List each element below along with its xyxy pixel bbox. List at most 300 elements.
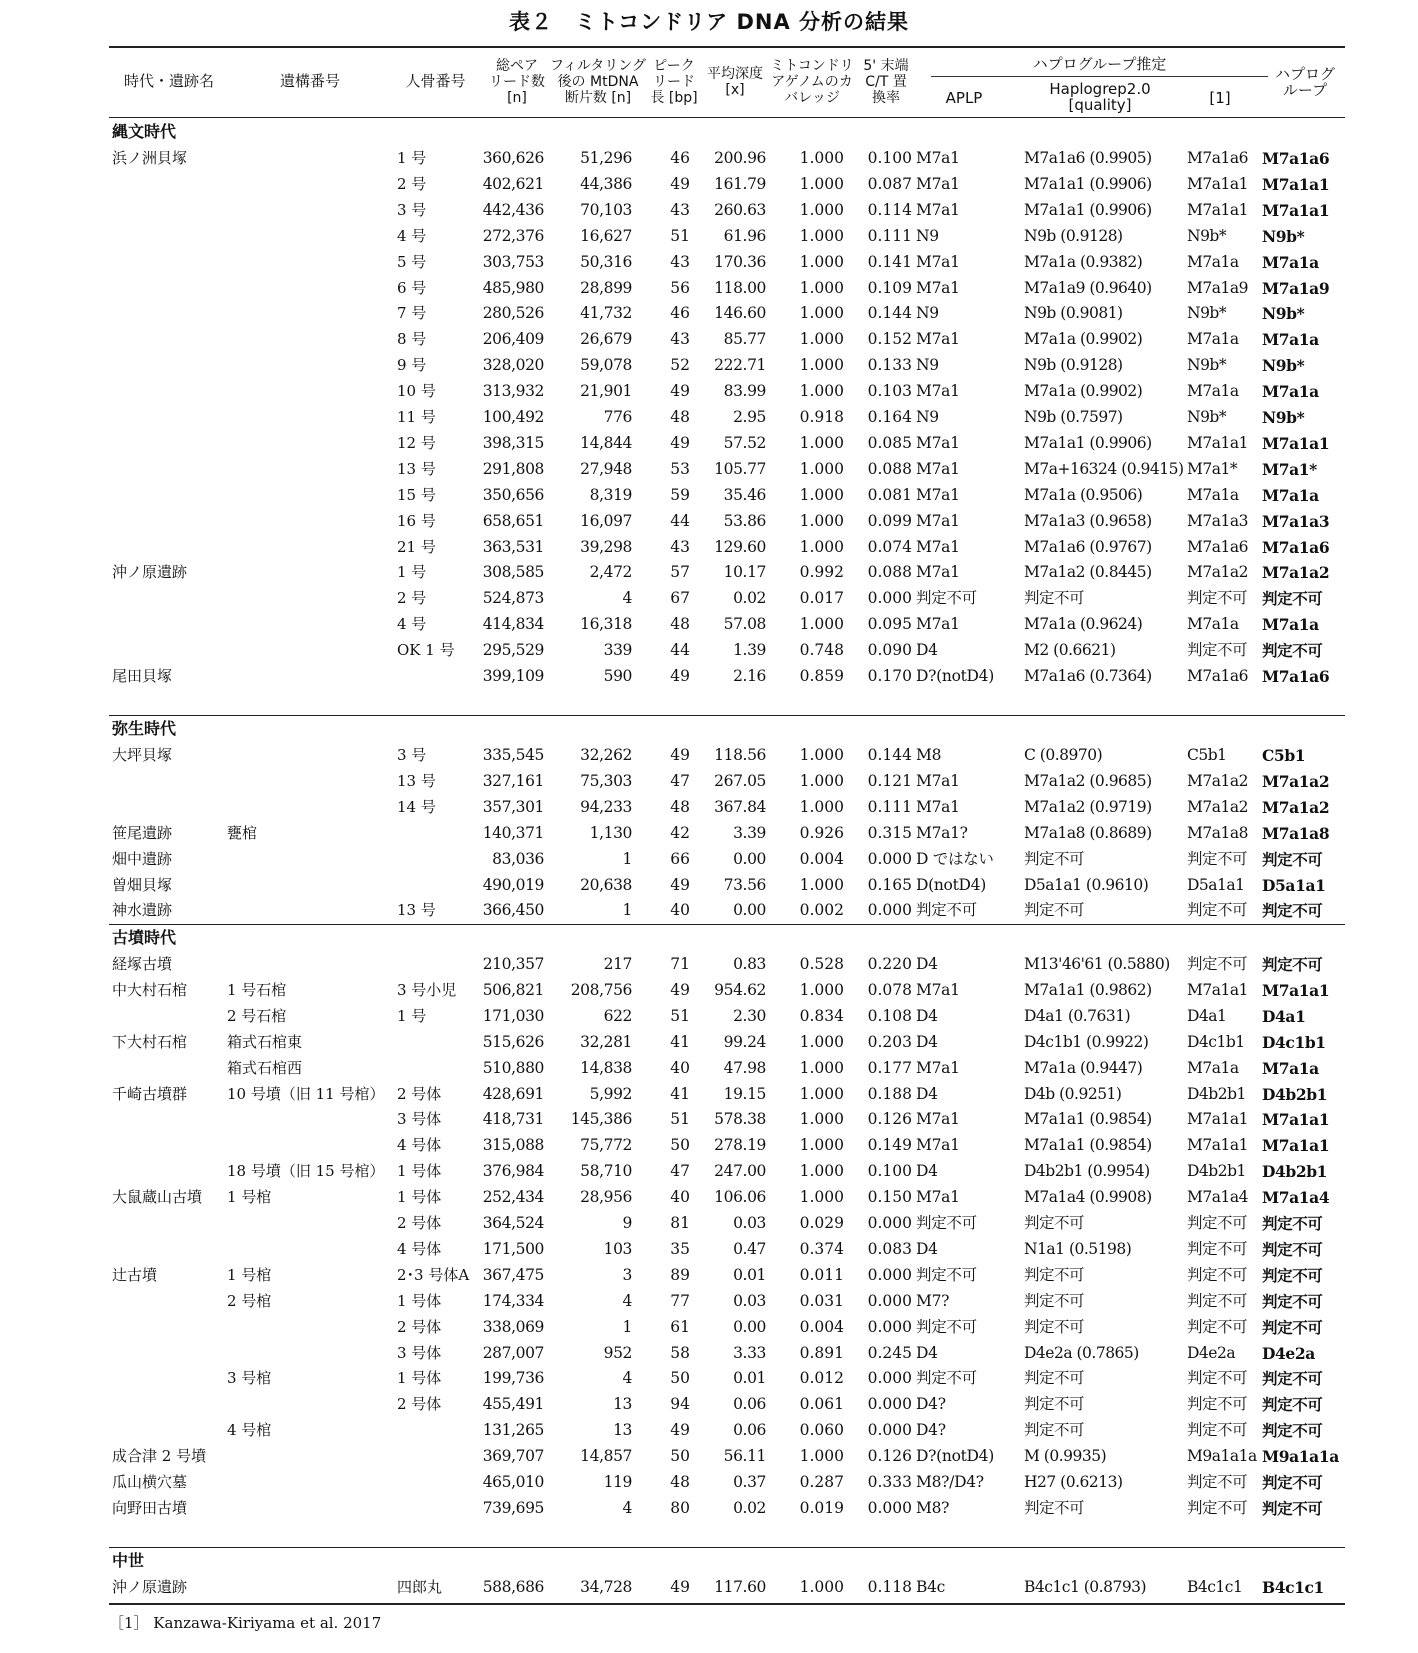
- cell-ref1-result: D4b2b1: [1187, 1085, 1246, 1103]
- cell-aplp: M7a1: [916, 201, 960, 219]
- cell-haplogrep: M7a1a (0.9506): [1024, 486, 1143, 504]
- cell-peak-length: 47: [670, 772, 690, 790]
- cell-ref1-result: M7a1a: [1187, 382, 1239, 400]
- cell-mean-depth: 56.11: [723, 1447, 766, 1465]
- cell-ref1-result: 判定不可: [1187, 1266, 1248, 1284]
- cell-mean-depth: 200.96: [714, 149, 766, 167]
- cell-haplogroup: M7a1a3: [1262, 512, 1330, 531]
- cell-bone-no: 21 号: [397, 538, 436, 556]
- cell-haplogroup: 判定不可: [1262, 1292, 1323, 1311]
- cell-haplogroup: D4b2b1: [1262, 1162, 1328, 1181]
- cell-filtered-fragments: 59,078: [580, 356, 632, 374]
- cell-aplp: M7a1: [916, 330, 960, 348]
- cell-filtered-fragments: 70,103: [580, 201, 632, 219]
- cell-ref1-result: D4c1b1: [1187, 1033, 1245, 1051]
- table-row: [0, 249, 1418, 276]
- cell-bone-no: 4 号体: [397, 1240, 442, 1258]
- cell-aplp: D?(notD4): [916, 1447, 994, 1465]
- cell-filtered-fragments: 75,303: [580, 772, 632, 790]
- cell-mean-depth: 83.99: [723, 382, 766, 400]
- footnote: ［1］ Kanzawa-Kiriyama et al. 2017: [109, 1614, 382, 1632]
- cell-peak-length: 51: [670, 1110, 690, 1128]
- cell-peak-length: 40: [670, 1188, 690, 1206]
- cell-total-reads: 515,626: [482, 1033, 544, 1051]
- cell-peak-length: 43: [670, 330, 690, 348]
- cell-filtered-fragments: 4: [622, 1292, 632, 1310]
- cell-bone-no: OK 1 号: [397, 641, 455, 659]
- cell-mean-depth: 85.77: [723, 330, 766, 348]
- cell-bone-no: 1 号体: [397, 1292, 442, 1310]
- cell-peak-length: 44: [670, 641, 690, 659]
- cell-haplogroup: M7a1a: [1262, 486, 1319, 505]
- cell-haplogrep: N1a1 (0.5198): [1024, 1240, 1132, 1258]
- cell-peak-length: 67: [670, 589, 690, 607]
- table-row: [0, 1184, 1418, 1211]
- cell-mean-depth: 247.00: [714, 1162, 766, 1180]
- cell-filtered-fragments: 2,472: [589, 563, 632, 581]
- header-era-site: 時代・遺跡名: [123, 72, 214, 90]
- cell-coverage: 0.834: [799, 1007, 844, 1025]
- cell-coverage: 1.000: [799, 538, 844, 556]
- cell-mean-depth: 0.37: [733, 1473, 766, 1491]
- cell-ct-rate: 0.220: [867, 955, 912, 973]
- cell-aplp: M7a1: [916, 460, 960, 478]
- cell-aplp: N9: [916, 227, 939, 245]
- cell-filtered-fragments: 5,992: [589, 1085, 632, 1103]
- header-depth: 平均深度 [x]: [707, 66, 763, 98]
- cell-ct-rate: 0.177: [867, 1059, 912, 1077]
- cell-haplogroup: M7a1a2: [1262, 772, 1330, 791]
- cell-coverage: 1.000: [799, 279, 844, 297]
- cell-total-reads: 364,524: [482, 1214, 544, 1232]
- cell-mean-depth: 0.01: [733, 1369, 766, 1387]
- cell-haplogrep: 判定不可: [1024, 850, 1085, 868]
- header-haplogrep: Haplogrep2.0 [quality]: [1049, 80, 1151, 114]
- cell-aplp: M7a1: [916, 1110, 960, 1128]
- cell-ref1-result: M7a1a: [1187, 253, 1239, 271]
- header-coverage: ミトコンドリ アゲノムのカ バレッジ: [770, 58, 854, 106]
- table-row: [0, 508, 1418, 535]
- cell-site-name: 神水遺跡: [112, 901, 173, 919]
- cell-feature-no: 1 号石棺: [227, 981, 287, 999]
- cell-haplogroup: M7a1a1: [1262, 1110, 1330, 1129]
- cell-ref1-result: M7a1*: [1187, 460, 1238, 478]
- cell-ct-rate: 0.245: [867, 1344, 912, 1362]
- cell-filtered-fragments: 20,638: [580, 876, 632, 894]
- cell-bone-no: 2 号体: [397, 1085, 442, 1103]
- cell-haplogrep: 判定不可: [1024, 1292, 1085, 1310]
- cell-filtered-fragments: 1: [622, 1318, 632, 1336]
- cell-aplp: N9: [916, 356, 939, 374]
- table-row: [0, 1417, 1418, 1444]
- cell-filtered-fragments: 16,097: [580, 512, 632, 530]
- table-row: [0, 352, 1418, 379]
- table-row: [0, 326, 1418, 353]
- top-rule: [109, 46, 1345, 48]
- table-row: [0, 534, 1418, 561]
- cell-filtered-fragments: 14,838: [580, 1059, 632, 1077]
- cell-mean-depth: 99.24: [723, 1033, 766, 1051]
- cell-aplp: D?(notD4): [916, 667, 994, 685]
- cell-site-name: 大鼠蔵山古墳: [112, 1188, 203, 1206]
- cell-aplp: M7a1?: [916, 824, 968, 842]
- cell-mean-depth: 3.39: [733, 824, 766, 842]
- header-feature: 遺構番号: [279, 72, 340, 90]
- cell-coverage: 0.004: [799, 1318, 844, 1336]
- cell-ref1-result: M7a1a: [1187, 615, 1239, 633]
- cell-total-reads: 360,626: [482, 149, 544, 167]
- cell-coverage: 0.528: [799, 955, 844, 973]
- cell-haplogroup: 判定不可: [1262, 1473, 1323, 1492]
- cell-filtered-fragments: 14,857: [580, 1447, 632, 1465]
- section-heading: 中世: [112, 1551, 145, 1570]
- cell-site-name: 下大村石棺: [112, 1033, 188, 1051]
- cell-coverage: 1.000: [799, 227, 844, 245]
- cell-ref1-result: 判定不可: [1187, 1292, 1248, 1310]
- table-row: [0, 430, 1418, 457]
- cell-ct-rate: 0.000: [867, 1214, 912, 1232]
- section-heading: 縄文時代: [112, 122, 177, 141]
- cell-haplogroup: M7a1a4: [1262, 1188, 1330, 1207]
- cell-mean-depth: 170.36: [714, 253, 766, 271]
- cell-ct-rate: 0.126: [867, 1110, 912, 1128]
- cell-peak-length: 49: [670, 981, 690, 999]
- table-row: [0, 768, 1418, 795]
- cell-aplp: M7a1: [916, 563, 960, 581]
- cell-haplogroup: M7a1a: [1262, 253, 1319, 272]
- cell-ref1-result: M7a1a: [1187, 330, 1239, 348]
- table-row: [0, 300, 1418, 327]
- cell-bone-no: 12 号: [397, 434, 436, 452]
- cell-coverage: 1.000: [799, 1110, 844, 1128]
- cell-coverage: 0.011: [799, 1266, 844, 1284]
- cell-bone-no: 11 号: [397, 408, 436, 426]
- table-row: [0, 1132, 1418, 1159]
- cell-bone-no: 1 号体: [397, 1188, 442, 1206]
- cell-coverage: 1.000: [799, 981, 844, 999]
- cell-coverage: 0.992: [799, 563, 844, 581]
- cell-peak-length: 52: [670, 356, 690, 374]
- cell-total-reads: 369,707: [482, 1447, 544, 1465]
- table-row: [0, 872, 1418, 899]
- cell-bone-no: 3 号体: [397, 1344, 442, 1362]
- cell-ref1-result: D4a1: [1187, 1007, 1227, 1025]
- section-heading: 古墳時代: [112, 928, 177, 947]
- cell-coverage: 0.748: [799, 641, 844, 659]
- table-title: 表２ ミトコンドリア DNA 分析の結果: [508, 10, 910, 34]
- cell-bone-no: 5 号: [397, 253, 427, 271]
- cell-mean-depth: 161.79: [714, 175, 766, 193]
- cell-site-name: 尾田貝塚: [112, 667, 173, 685]
- cell-haplogrep: D4b2b1 (0.9954): [1024, 1162, 1150, 1180]
- cell-haplogrep: 判定不可: [1024, 1318, 1085, 1336]
- cell-filtered-fragments: 14,844: [580, 434, 632, 452]
- cell-haplogrep: 判定不可: [1024, 589, 1085, 607]
- cell-total-reads: 455,491: [482, 1395, 544, 1413]
- cell-site-name: 成合津 2 号墳: [112, 1447, 207, 1465]
- cell-feature-no: 2 号棺: [227, 1292, 272, 1310]
- cell-total-reads: 418,731: [482, 1110, 544, 1128]
- cell-mean-depth: 47.98: [723, 1059, 766, 1077]
- cell-haplogrep: D4c1b1 (0.9922): [1024, 1033, 1149, 1051]
- cell-mean-depth: 106.06: [714, 1188, 766, 1206]
- cell-filtered-fragments: 1,130: [589, 824, 632, 842]
- cell-filtered-fragments: 58,710: [580, 1162, 632, 1180]
- cell-ct-rate: 0.081: [867, 486, 912, 504]
- cell-ref1-result: M7a1a1: [1187, 434, 1248, 452]
- cell-ref1-result: M7a1a1: [1187, 1136, 1248, 1154]
- table-row: [0, 1469, 1418, 1496]
- cell-filtered-fragments: 28,899: [580, 279, 632, 297]
- cell-haplogroup: 判定不可: [1262, 641, 1323, 660]
- cell-peak-length: 77: [670, 1292, 690, 1310]
- cell-aplp: M7a1: [916, 615, 960, 633]
- cell-haplogrep: N9b (0.9128): [1024, 356, 1123, 374]
- cell-aplp: D4?: [916, 1421, 946, 1439]
- cell-haplogroup: M7a1a2: [1262, 798, 1330, 817]
- cell-haplogroup: M7a1a9: [1262, 279, 1330, 298]
- cell-total-reads: 658,651: [482, 512, 544, 530]
- cell-haplogroup: 判定不可: [1262, 1499, 1323, 1518]
- cell-ref1-result: M7a1a: [1187, 486, 1239, 504]
- cell-coverage: 0.017: [799, 589, 844, 607]
- cell-coverage: 0.859: [799, 667, 844, 685]
- cell-filtered-fragments: 16,627: [580, 227, 632, 245]
- cell-ref1-result: 判定不可: [1187, 1395, 1248, 1413]
- cell-haplogrep: M7a1a6 (0.9905): [1024, 149, 1152, 167]
- cell-haplogroup: 判定不可: [1262, 1369, 1323, 1388]
- cell-total-reads: 303,753: [482, 253, 544, 271]
- cell-mean-depth: 578.38: [714, 1110, 766, 1128]
- cell-aplp: M7a1: [916, 279, 960, 297]
- cell-filtered-fragments: 1: [622, 850, 632, 868]
- table-row: [0, 742, 1418, 769]
- cell-filtered-fragments: 44,386: [580, 175, 632, 193]
- cell-total-reads: 428,691: [482, 1085, 544, 1103]
- cell-coverage: 1.000: [799, 746, 844, 764]
- cell-aplp: M7a1: [916, 253, 960, 271]
- cell-haplogrep: M7a1a (0.9902): [1024, 330, 1143, 348]
- table-row: [0, 482, 1418, 509]
- cell-bone-no: 13 号: [397, 772, 436, 790]
- cell-ct-rate: 0.100: [867, 149, 912, 167]
- cell-total-reads: 131,265: [482, 1421, 544, 1439]
- cell-coverage: 1.000: [799, 1059, 844, 1077]
- cell-filtered-fragments: 16,318: [580, 615, 632, 633]
- cell-coverage: 0.061: [799, 1395, 844, 1413]
- cell-site-name: 経塚古墳: [112, 955, 173, 973]
- cell-ct-rate: 0.170: [867, 667, 912, 685]
- cell-total-reads: 272,376: [482, 227, 544, 245]
- cell-total-reads: 335,545: [482, 746, 544, 764]
- cell-ct-rate: 0.000: [867, 1266, 912, 1284]
- cell-ct-rate: 0.141: [867, 253, 912, 271]
- cell-ref1-result: 判定不可: [1187, 901, 1248, 919]
- cell-mean-depth: 61.96: [723, 227, 766, 245]
- cell-coverage: 1.000: [799, 1188, 844, 1206]
- cell-total-reads: 252,434: [482, 1188, 544, 1206]
- cell-site-name: 中大村石棺: [112, 981, 188, 999]
- cell-coverage: 1.000: [799, 382, 844, 400]
- table-row: [0, 663, 1418, 690]
- table-row: [0, 820, 1418, 847]
- cell-peak-length: 43: [670, 538, 690, 556]
- cell-mean-depth: 2.16: [733, 667, 766, 685]
- cell-bone-no: 4 号: [397, 615, 427, 633]
- cell-haplogrep: N9b (0.7597): [1024, 408, 1123, 426]
- cell-haplogroup: D4e2a: [1262, 1344, 1315, 1363]
- cell-mean-depth: 0.00: [733, 901, 766, 919]
- cell-coverage: 1.000: [799, 1033, 844, 1051]
- cell-filtered-fragments: 50,316: [580, 253, 632, 271]
- cell-total-reads: 295,529: [482, 641, 544, 659]
- cell-mean-depth: 105.77: [714, 460, 766, 478]
- cell-coverage: 1.000: [799, 330, 844, 348]
- cell-haplogrep: D5a1a1 (0.9610): [1024, 876, 1149, 894]
- cell-ct-rate: 0.083: [867, 1240, 912, 1258]
- cell-ct-rate: 0.203: [867, 1033, 912, 1051]
- cell-site-name: 瓜山横穴墓: [112, 1473, 188, 1491]
- cell-peak-length: 61: [670, 1318, 690, 1336]
- cell-coverage: 0.031: [799, 1292, 844, 1310]
- cell-ct-rate: 0.315: [867, 824, 912, 842]
- cell-peak-length: 40: [670, 901, 690, 919]
- cell-site-name: 沖ノ原遺跡: [112, 563, 188, 581]
- cell-filtered-fragments: 32,281: [580, 1033, 632, 1051]
- cell-aplp: M8?: [916, 1499, 950, 1517]
- cell-coverage: 1.000: [799, 356, 844, 374]
- cell-peak-length: 49: [670, 382, 690, 400]
- cell-haplogroup: M7a1a: [1262, 615, 1319, 634]
- cell-coverage: 1.000: [799, 512, 844, 530]
- cell-aplp: D4: [916, 1344, 938, 1362]
- cell-feature-no: 箱式石棺東: [227, 1033, 303, 1051]
- cell-ct-rate: 0.100: [867, 1162, 912, 1180]
- cell-aplp: M7a1: [916, 175, 960, 193]
- cell-haplogroup: N9b*: [1262, 304, 1305, 323]
- cell-ct-rate: 0.149: [867, 1136, 912, 1154]
- header-rule: [109, 117, 1345, 118]
- cell-ref1-result: M7a1a6: [1187, 538, 1248, 556]
- cell-site-name: 向野田古墳: [112, 1499, 188, 1517]
- table-row: [0, 1443, 1418, 1470]
- cell-bone-no: 四郎丸: [397, 1578, 443, 1596]
- cell-total-reads: 327,161: [482, 772, 544, 790]
- cell-coverage: 0.012: [799, 1369, 844, 1387]
- cell-ct-rate: 0.144: [867, 746, 912, 764]
- cell-ref1-result: 判定不可: [1187, 955, 1248, 973]
- table-row: [0, 1106, 1418, 1133]
- cell-haplogroup: 判定不可: [1262, 1214, 1323, 1233]
- cell-filtered-fragments: 103: [603, 1240, 632, 1258]
- cell-ref1-result: N9b*: [1187, 227, 1227, 245]
- table-row: [0, 1158, 1418, 1185]
- table-row: [0, 951, 1418, 978]
- cell-mean-depth: 57.08: [723, 615, 766, 633]
- cell-haplogroup: 判定不可: [1262, 955, 1323, 974]
- cell-mean-depth: 1.39: [733, 641, 766, 659]
- cell-haplogroup: 判定不可: [1262, 850, 1323, 869]
- cell-aplp: D4: [916, 1085, 938, 1103]
- cell-ref1-result: 判定不可: [1187, 1499, 1248, 1517]
- cell-peak-length: 44: [670, 512, 690, 530]
- section-heading: 弥生時代: [112, 719, 177, 738]
- cell-ref1-result: M9a1a1a: [1187, 1447, 1257, 1465]
- cell-haplogroup: M7a1a2: [1262, 563, 1330, 582]
- cell-ct-rate: 0.164: [867, 408, 912, 426]
- cell-peak-length: 41: [670, 1085, 690, 1103]
- cell-ct-rate: 0.095: [867, 615, 912, 633]
- cell-ct-rate: 0.133: [867, 356, 912, 374]
- cell-bone-no: 4 号: [397, 227, 427, 245]
- cell-aplp: M7a1: [916, 149, 960, 167]
- cell-coverage: 1.000: [799, 434, 844, 452]
- cell-site-name: 大坪貝塚: [112, 746, 173, 764]
- cell-total-reads: 280,526: [482, 304, 544, 322]
- cell-aplp: M7a1: [916, 1136, 960, 1154]
- cell-mean-depth: 2.30: [733, 1007, 766, 1025]
- table-row: [0, 559, 1418, 586]
- cell-ref1-result: 判定不可: [1187, 1369, 1248, 1387]
- cell-ref1-result: 判定不可: [1187, 850, 1248, 868]
- cell-aplp: M8: [916, 746, 942, 764]
- table-row: [0, 977, 1418, 1004]
- cell-haplogrep: M7a1a1 (0.9906): [1024, 434, 1152, 452]
- cell-coverage: 0.287: [799, 1473, 844, 1491]
- cell-total-reads: 367,475: [482, 1266, 544, 1284]
- cell-haplogrep: M7a1a (0.9382): [1024, 253, 1143, 271]
- cell-ct-rate: 0.103: [867, 382, 912, 400]
- cell-mean-depth: 118.56: [714, 746, 766, 764]
- cell-ct-rate: 0.000: [867, 1499, 912, 1517]
- cell-ct-rate: 0.090: [867, 641, 912, 659]
- header-aplp: APLP: [945, 89, 983, 107]
- cell-peak-length: 41: [670, 1033, 690, 1051]
- cell-bone-no: 3 号体: [397, 1110, 442, 1128]
- cell-ref1-result: 判定不可: [1187, 1240, 1248, 1258]
- cell-ref1-result: 判定不可: [1187, 1214, 1248, 1232]
- cell-haplogrep: M7a1a1 (0.9906): [1024, 201, 1152, 219]
- cell-haplogrep: N9b (0.9081): [1024, 304, 1123, 322]
- cell-site-name: 畑中遺跡: [112, 850, 173, 868]
- cell-peak-length: 48: [670, 615, 690, 633]
- cell-haplogroup: M7a1a1: [1262, 1136, 1330, 1155]
- cell-haplogroup: M7a1a: [1262, 382, 1319, 401]
- cell-haplogrep: M (0.9935): [1024, 1447, 1107, 1465]
- cell-bone-no: 3 号小児: [397, 981, 457, 999]
- cell-bone-no: 8 号: [397, 330, 427, 348]
- cell-ref1-result: M7a1a1: [1187, 175, 1248, 193]
- cell-total-reads: 524,873: [482, 589, 544, 607]
- table-row: [0, 1029, 1418, 1056]
- cell-bone-no: 1 号: [397, 1007, 427, 1025]
- cell-bone-no: 2 号体: [397, 1395, 442, 1413]
- cell-ct-rate: 0.000: [867, 1421, 912, 1439]
- cell-total-reads: 174,334: [482, 1292, 544, 1310]
- cell-ct-rate: 0.121: [867, 772, 912, 790]
- cell-total-reads: 83,036: [492, 850, 544, 868]
- cell-coverage: 0.891: [799, 1344, 844, 1362]
- cell-mean-depth: 0.00: [733, 1318, 766, 1336]
- cell-haplogroup: 判定不可: [1262, 1266, 1323, 1285]
- cell-aplp: D ではない: [916, 850, 994, 868]
- cell-filtered-fragments: 4: [622, 589, 632, 607]
- cell-mean-depth: 118.00: [714, 279, 766, 297]
- cell-mean-depth: 146.60: [714, 304, 766, 322]
- cell-ct-rate: 0.109: [867, 279, 912, 297]
- cell-total-reads: 357,301: [482, 798, 544, 816]
- cell-coverage: 1.000: [799, 1136, 844, 1154]
